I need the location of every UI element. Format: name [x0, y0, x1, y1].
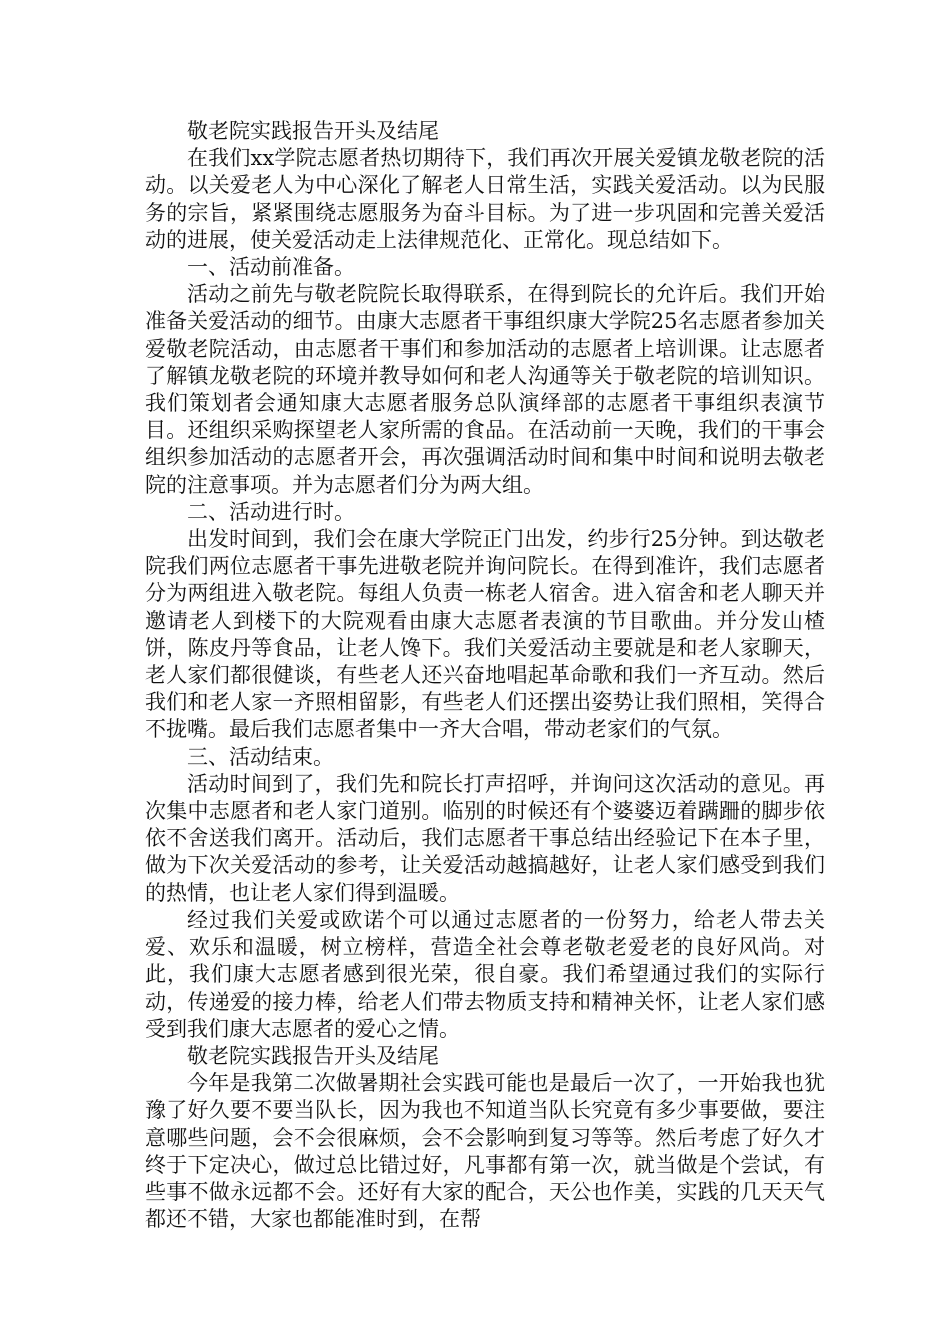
paragraph: 在我们xx学院志愿者热切期待下，我们再次开展关爱镇龙敬老院的活动。以关爱老人为中心深化了解老人日常生活，实践关爱活动。以为民服务的宗旨，紧紧围绕志愿服务为奋斗目标。为了进一步巩固和完善关爱活动的进展，使关爱活动走上法律规范化、正常化。现总结如下。 [145, 146, 825, 252]
paragraph: 今年是我第二次做暑期社会实践可能也是最后一次了，一开始我也犹豫了好久要不要当队长，因为我也不知道当队长究竟有多少事要做，要注意哪些问题，会不会很麻烦，会不会影响到复习等等。然后考虑了好久才终于下定决心，做过总比错过好，凡事都有第一次，就当做是个尝试，有些事不做永远都不会。还好有大家的配合，天公也作美，实践的几天天气都还不错，大家也都能准时到，在帮 [145, 1071, 825, 1232]
section-heading: 一、活动前准备。 [187, 255, 355, 280]
document-body [145, 118, 825, 1233]
section-heading: 三、活动结束。 [187, 744, 334, 769]
paragraph: 经过我们关爱或欧诺个可以通过志愿者的一份努力，给老人带去关爱、欢乐和温暖，树立榜样，营造全社会尊老敬老爱老的良好风尚。对此，我们康大志愿者感到很光荣，很自豪。我们希望通过我们的实际行动，传递爱的接力棒，给老人们带去物质支持和精神关怀，让老人家们感受到我们康大志愿者的爱心之情。 [145, 907, 825, 1041]
paragraph: 出发时间到，我们会在康大学院正门出发，约步行25分钟。到达敬老院我们两位志愿者干事先进敬老院并询问院长。在得到准许，我们志愿者分为两组进入敬老院。每组人负责一栋老人宿舍。进入宿舍和老人聊天并邀请老人到楼下的大院观看由康大志愿者表演的节目歌曲。并分发山楂饼，陈皮丹等食品，让老人馋下。我们关爱活动主要就是和老人家聊天，老人家们都很健谈，有些老人还兴奋地唱起革命歌和我们一齐互动。然后我们和老人家一齐照相留影，有些老人们还摆出姿势让我们照相，笑得合不拢嘴。最后我们志愿者集中一齐大合唱，带动老家们的气氛。 [145, 527, 825, 742]
document-title: 敬老院实践报告开头及结尾 [187, 1043, 439, 1068]
document-title: 敬老院实践报告开头及结尾 [187, 119, 439, 143]
paragraph: 活动时间到了，我们先和院长打声招呼，并询问这次活动的意见。再次集中志愿者和老人家门道别。临别的时候还有个婆婆迈着蹒跚的脚步依依不舍送我们离开。活动后，我们志愿者干事总结出经验记下在本子里，做为下次关爱活动的参考，让关爱活动越搞越好，让老人家们感受到我们的热情，也让老人家们得到温暖。 [145, 771, 825, 905]
paragraph: 活动之前先与敬老院院长取得联系，在得到院长的允许后。我们开始准备关爱活动的细节。由康大志愿者干事组织康大学院25名志愿者参加关爱敬老院活动，由志愿者干事们和参加活动的志愿者上培训课。让志愿者了解镇龙敬老院的环境并教导如何和老人沟通等关于敬老院的培训知识。我们策划者会通知康大志愿者服务总队演绎部的志愿者干事组织表演节目。还组织采购探望老人家所需的食品。在活动前一天晚，我们的干事会组织参加活动的志愿者开会，再次强调活动时间和集中时间和说明去敬老院的注意事项。并为志愿者们分为两大组。 [145, 282, 825, 497]
section-heading: 二、活动进行时。 [187, 499, 355, 524]
